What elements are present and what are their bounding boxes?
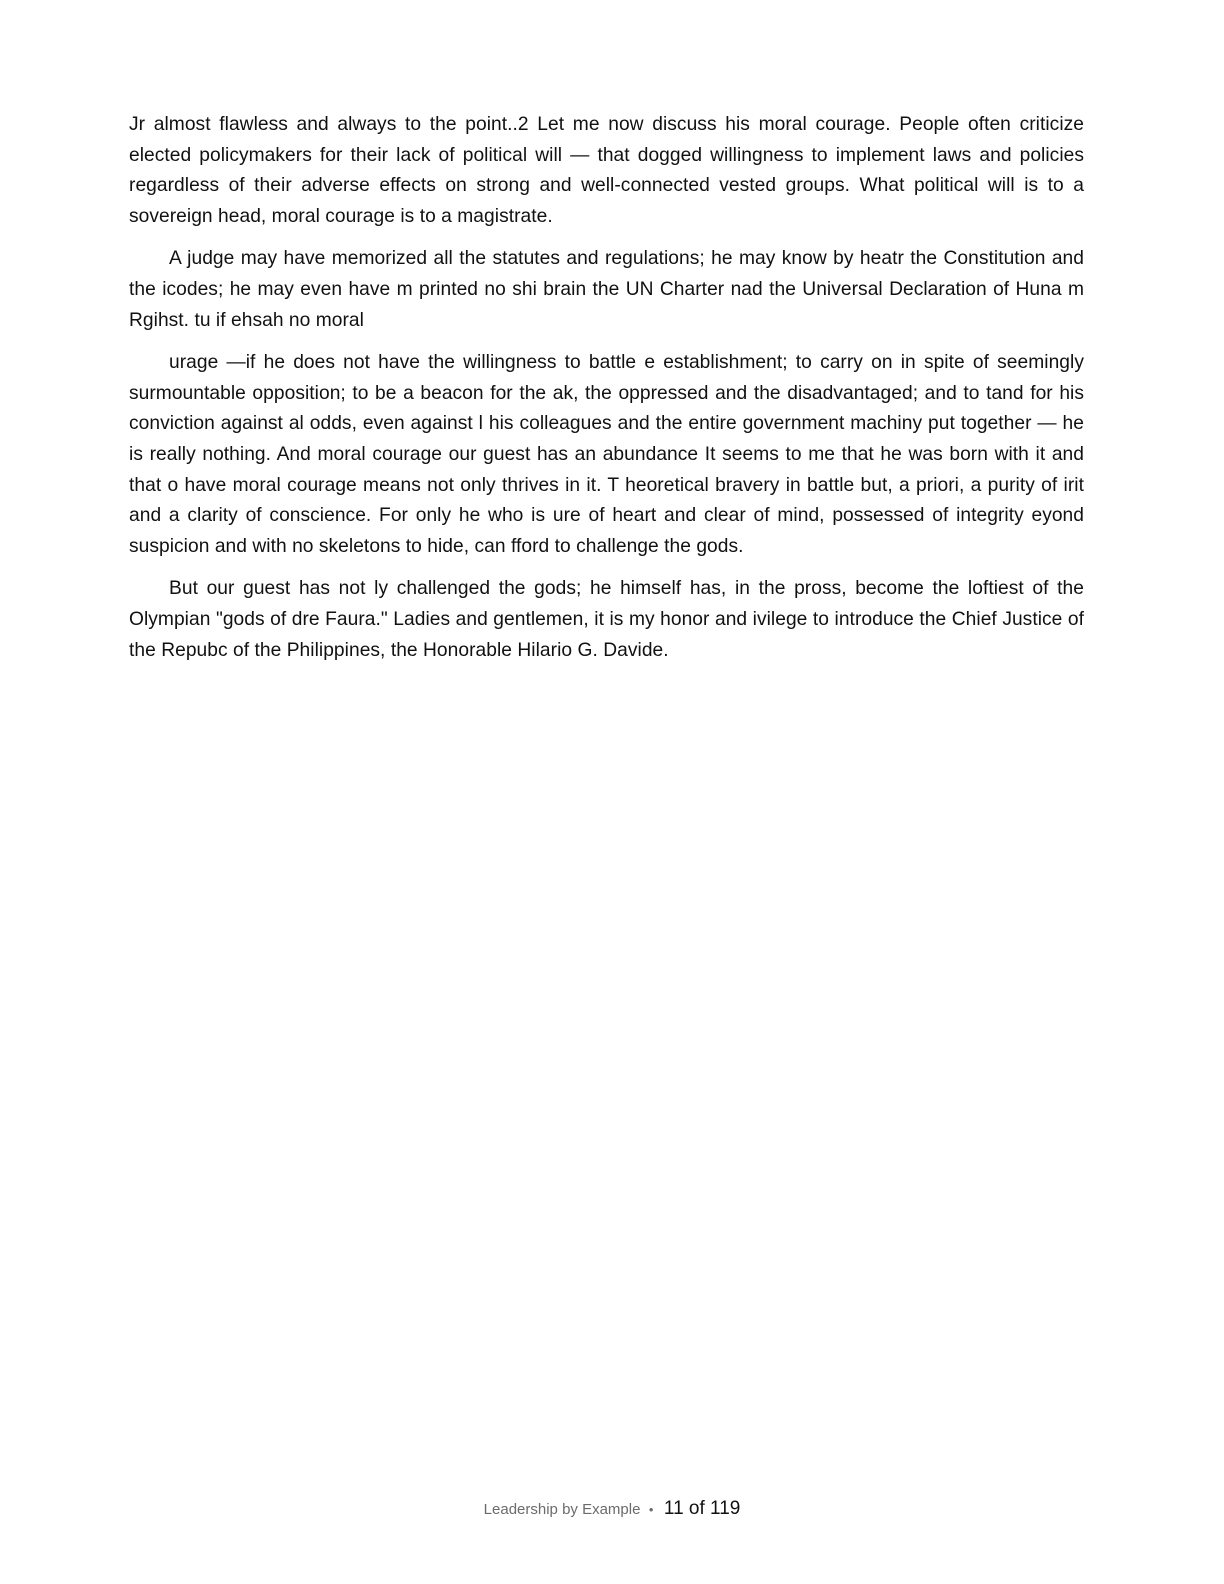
body-text: [129, 110, 1084, 678]
paragraph-3: urage —if he does not have the willingness to battle e establishment; to carry on in spite of seemingly surmountable opposition; to be a beacon for the ak, the oppressed and the disadvantaged; and to tand for his conviction against al odds, even against l his colleagues and the entire government machiny put together — he is really nothing. And moral courage our guest has an abundance It seems to me that he was born with it and that o have moral courage means not only thrives in it. T heoretical bravery in battle but, a priori, a purity of irit and a clarity of conscience. For only he who is ure of heart and clear of mind, possessed of integrity eyond suspicion and with no skeletons to hide, can fford to challenge the gods.: [129, 352, 1084, 557]
footer-bullet-separator: •: [648, 1502, 654, 1517]
paragraph-1: Jr almost flawless and always to the point..2 Let me now discuss his moral courage. People often criticize elected policymakers for their lack of political will — that dogged willingness to implement laws and policies regardless of their adverse effects on strong and well-connected vested groups. What political will is to a sovereign head, moral courage is to a magistrate.: [129, 114, 1084, 227]
page-footer: [0, 1498, 1224, 1520]
paragraph-2: A judge may have memorized all the statutes and regulations; he may know by heatr the Constitution and the icodes; he may even have m printed no shi brain the UN Charter nad the Universal Declaration of Huna m Rgihst. tu if ehsah no moral: [129, 248, 1084, 331]
page-number: 11 of 119: [663, 1498, 741, 1519]
footer-title: Leadership by Example: [483, 1501, 641, 1518]
paragraph-4: But our guest has not ly challenged the gods; he himself has, in the pross, become the loftiest of the Olympian "gods of dre Faura." Ladies and gentlemen, it is my honor and ivilege to introduce the Chief Justice of the Repubc of the Philippines, the Honorable Hilario G. Davide.: [129, 578, 1084, 661]
